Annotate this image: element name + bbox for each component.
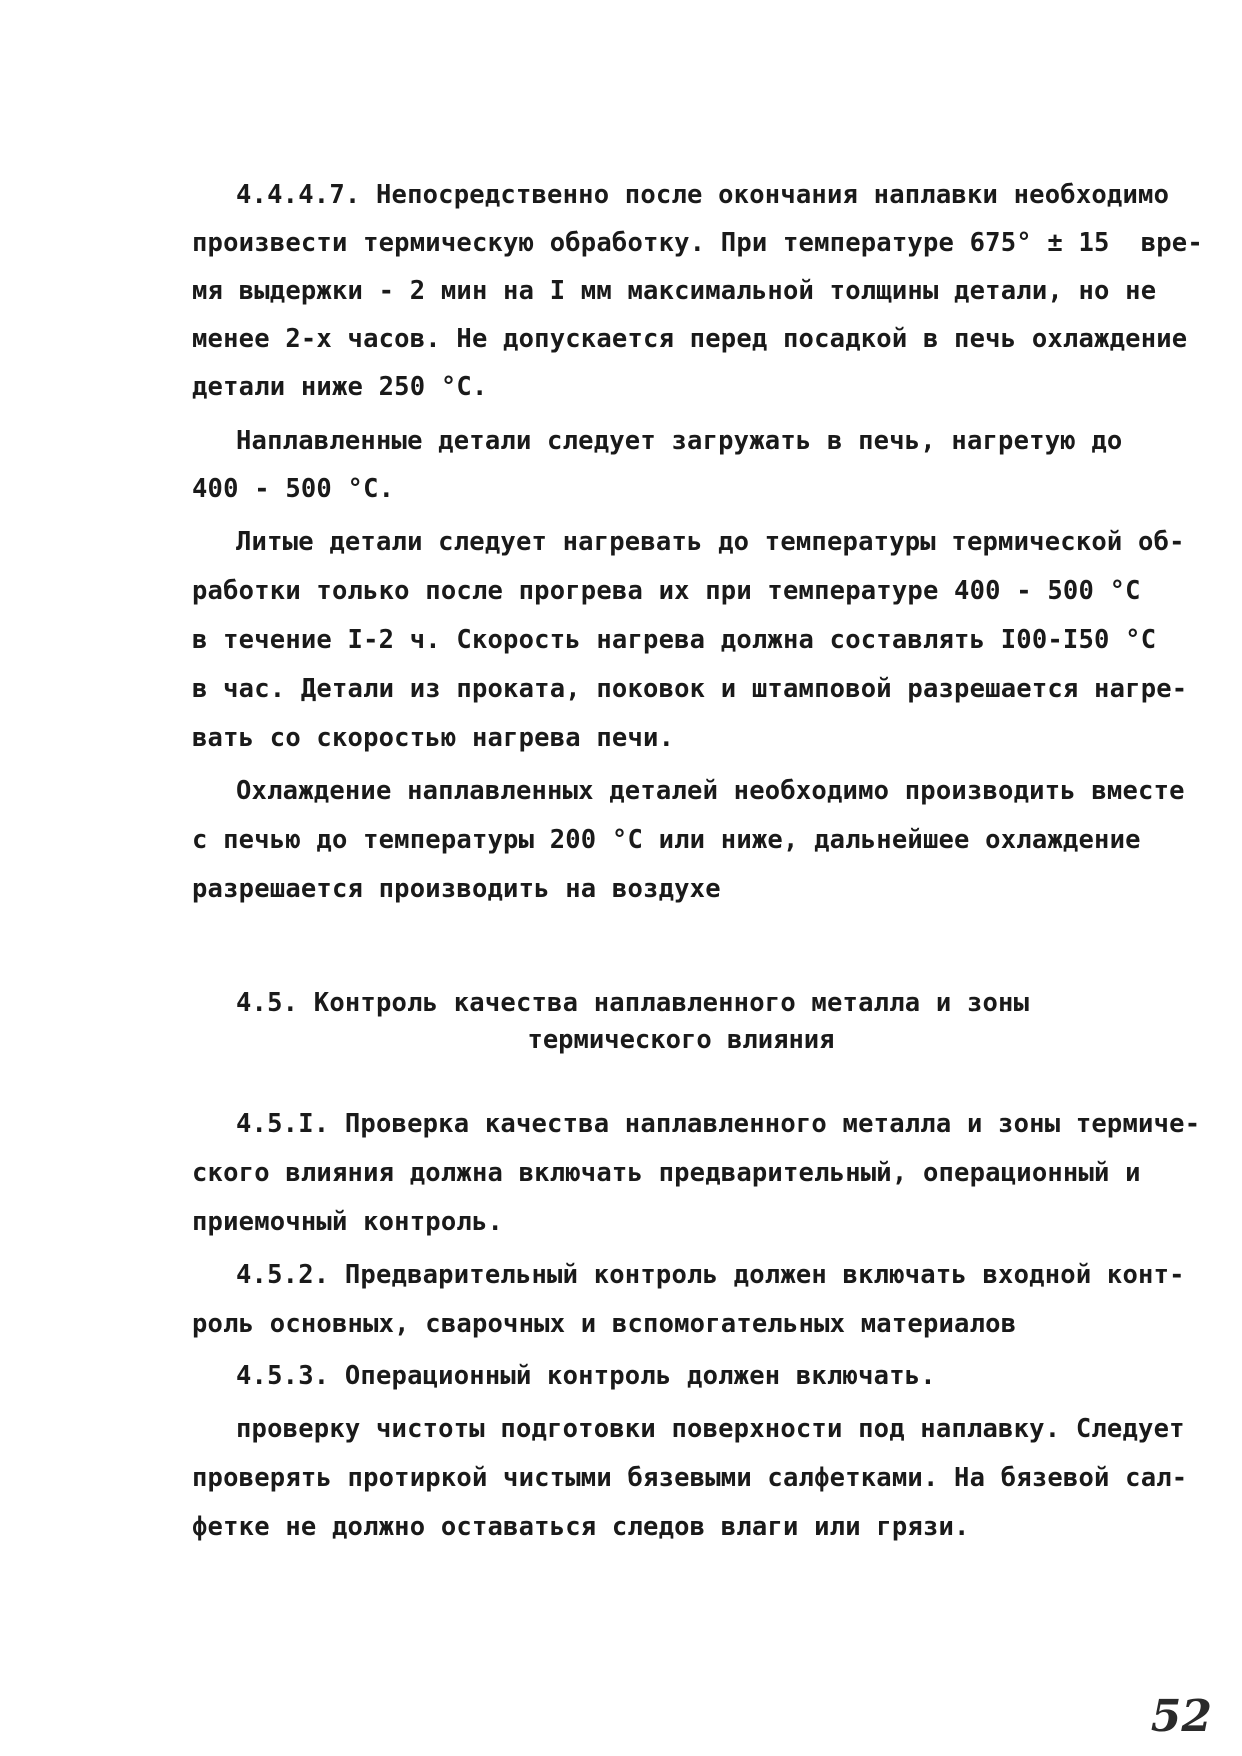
- section-title-continued: термического влияния: [527, 1025, 835, 1055]
- text-line: менее 2-х часов. Не допускается перед посадкой в печь охлаждение: [192, 324, 1188, 354]
- text-line: ского влияния должна включать предварительный, операционный и: [192, 1158, 1141, 1188]
- text-line: в час. Детали из проката, поковок и штамповой разрешается нагре-: [192, 674, 1188, 704]
- text-line: детали ниже 250 °С.: [192, 372, 488, 402]
- text-line: вать со скоростью нагрева печи.: [192, 723, 675, 753]
- text-line: Охлаждение наплавленных деталей необходимо производить вместе: [236, 776, 1185, 806]
- text-line: проверять протиркой чистыми бязевыми салфетками. На бязевой сал-: [192, 1463, 1188, 1493]
- text-line: 4.5.2. Предварительный контроль должен включать входной конт-: [236, 1260, 1185, 1290]
- text-line: Наплавленные детали следует загружать в печь, нагретую до: [236, 426, 1123, 456]
- text-line: мя выдержки - 2 мин на I мм максимальной толщины детали, но не: [192, 276, 1157, 306]
- text-line: приемочный контроль.: [192, 1207, 504, 1237]
- text-line: разрешается производить на воздухе: [192, 874, 721, 904]
- text-line: 400 - 500 °С.: [192, 474, 395, 504]
- text-line: 4.5.I. Проверка качества наплавленного металла и зоны термиче-: [236, 1109, 1201, 1139]
- text-line: фетке не должно оставаться следов влаги или грязи.: [192, 1512, 970, 1542]
- text-line: произвести термическую обработку. При температуре 675° ± 15 вре-: [192, 228, 1203, 258]
- text-line: Литые детали следует нагревать до температуры термической об-: [236, 527, 1185, 557]
- text-line: проверку чистоты подготовки поверхности под наплавку. Следует: [236, 1414, 1185, 1444]
- text-line: роль основных, сварочных и вспомогательных материалов: [192, 1309, 1017, 1339]
- text-line: в течение I-2 ч. Скорость нагрева должна составлять I00-I50 °С: [192, 625, 1157, 655]
- text-line: 4.5.3. Операционный контроль должен включать.: [236, 1361, 936, 1391]
- section-title: 4.5. Контроль качества наплавленного металла и зоны: [236, 988, 1030, 1018]
- text-line: с печью до температуры 200 °С или ниже, дальнейшее охлаждение: [192, 825, 1141, 855]
- text-line: 4.4.4.7. Непосредственно после окончания наплавки необходимо: [236, 180, 1170, 210]
- text-line: работки только после прогрева их при температуре 400 - 500 °С: [192, 576, 1141, 606]
- page-number: 52: [1150, 1691, 1212, 1742]
